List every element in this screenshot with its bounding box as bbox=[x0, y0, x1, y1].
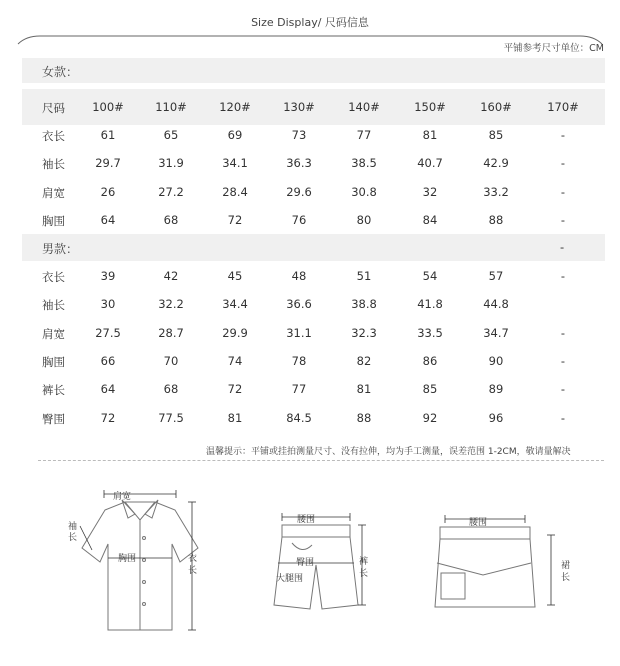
women-size-cell: 77 bbox=[356, 128, 372, 142]
women-size-cell: 76 bbox=[291, 213, 307, 227]
women-section-label: 女款： bbox=[42, 65, 79, 79]
women-size-cell: 29.6 bbox=[286, 185, 312, 199]
shorts-diagram bbox=[262, 495, 392, 625]
men-size-cell: 72 bbox=[227, 382, 243, 396]
women-row-label: 胸围 bbox=[42, 214, 65, 228]
men-section-band bbox=[22, 234, 605, 261]
men-row-label: 裤长 bbox=[42, 383, 65, 397]
men-size-cell: 77.5 bbox=[158, 411, 184, 425]
women-size-cell: 27.2 bbox=[158, 185, 184, 199]
women-size-cell: 88 bbox=[488, 213, 504, 227]
men-size-cell: 32.2 bbox=[158, 297, 184, 311]
women-size-cell: 85 bbox=[488, 128, 504, 142]
women-size-cell: 30.8 bbox=[351, 185, 377, 199]
size-header-cell: 150# bbox=[414, 100, 446, 114]
men-row-label: 袖长 bbox=[42, 298, 65, 312]
men-size-cell: 29.9 bbox=[222, 326, 248, 340]
women-row-label: 肩宽 bbox=[42, 186, 65, 200]
men-size-cell: - bbox=[560, 382, 566, 396]
shorts-waist-label: 腰围 bbox=[297, 515, 316, 525]
men-size-cell: 27.5 bbox=[95, 326, 121, 340]
page-title: Size Display/ 尺码信息 bbox=[251, 16, 369, 29]
skirt-diagram bbox=[425, 495, 575, 625]
men-size-cell: 33.5 bbox=[417, 326, 443, 340]
men-size-cell: - bbox=[560, 411, 566, 425]
women-size-cell: - bbox=[560, 128, 566, 142]
women-size-cell: - bbox=[560, 156, 566, 170]
women-size-cell: 42.9 bbox=[483, 156, 509, 170]
size-header-cell: 160# bbox=[480, 100, 512, 114]
men-size-cell: 85 bbox=[422, 382, 438, 396]
men-size-cell: 78 bbox=[291, 354, 307, 368]
men-size-cell: 32.3 bbox=[351, 326, 377, 340]
unit-note: 平铺参考尺寸单位：CM bbox=[503, 43, 604, 54]
men-size-cell: 81 bbox=[356, 382, 372, 396]
size-header-cell: 130# bbox=[283, 100, 315, 114]
men-size-cell: 77 bbox=[291, 382, 307, 396]
women-size-cell: 61 bbox=[100, 128, 116, 142]
women-section-band bbox=[22, 58, 605, 83]
footnote-divider bbox=[38, 460, 604, 461]
men-size-cell: 68 bbox=[163, 382, 179, 396]
women-size-cell: 40.7 bbox=[417, 156, 443, 170]
men-size-cell: 28.7 bbox=[158, 326, 184, 340]
men-size-cell: 48 bbox=[291, 269, 307, 283]
shorts-hip-label: 臀围 bbox=[296, 558, 315, 568]
shorts-thigh-label: 大腿围 bbox=[276, 574, 304, 584]
men-size-cell: 82 bbox=[356, 354, 372, 368]
women-size-cell: 38.5 bbox=[351, 156, 377, 170]
men-size-cell: 45 bbox=[227, 269, 243, 283]
men-size-cell: 44.8 bbox=[483, 297, 509, 311]
women-size-cell: 31.9 bbox=[158, 156, 184, 170]
size-header-cell: 110# bbox=[155, 100, 187, 114]
women-size-cell: 64 bbox=[100, 213, 116, 227]
men-size-cell: 34.4 bbox=[222, 297, 248, 311]
women-size-cell: - bbox=[560, 185, 566, 199]
size-header-cell: 140# bbox=[348, 100, 380, 114]
shorts-length-label: 裤长 bbox=[359, 557, 369, 579]
women-size-cell: 28.4 bbox=[222, 185, 248, 199]
men-size-cell: 92 bbox=[422, 411, 438, 425]
men-size-cell: 36.6 bbox=[286, 297, 312, 311]
women-size-cell: 84 bbox=[422, 213, 438, 227]
men-section-dash: - bbox=[560, 240, 565, 254]
men-size-cell: 74 bbox=[227, 354, 243, 368]
women-size-cell: 65 bbox=[163, 128, 179, 142]
men-size-cell: - bbox=[560, 354, 566, 368]
men-row-label: 肩宽 bbox=[42, 327, 65, 341]
men-size-cell: 38.8 bbox=[351, 297, 377, 311]
men-size-cell: 72 bbox=[100, 411, 116, 425]
size-header-cell: 120# bbox=[219, 100, 251, 114]
men-size-cell: 34.7 bbox=[483, 326, 509, 340]
men-row-label: 胸围 bbox=[42, 355, 65, 369]
women-size-cell: 36.3 bbox=[286, 156, 312, 170]
men-section-label: 男款： bbox=[42, 242, 79, 256]
men-size-cell: 81 bbox=[227, 411, 243, 425]
men-size-cell: 30 bbox=[100, 297, 116, 311]
women-size-cell: 68 bbox=[163, 213, 179, 227]
skirt-waist-label: 腰围 bbox=[469, 518, 488, 528]
women-size-cell: 81 bbox=[422, 128, 438, 142]
shirt-shoulder-label: 肩宽 bbox=[113, 492, 132, 502]
men-size-cell: - bbox=[560, 326, 566, 340]
shirt-chest-label: 胸围 bbox=[118, 554, 137, 564]
women-size-cell: - bbox=[560, 213, 566, 227]
men-size-cell: 54 bbox=[422, 269, 438, 283]
women-size-cell: 33.2 bbox=[483, 185, 509, 199]
men-row-label: 衣长 bbox=[42, 270, 65, 284]
women-row-label: 衣长 bbox=[42, 129, 65, 143]
women-size-cell: 34.1 bbox=[222, 156, 248, 170]
women-size-cell: 32 bbox=[422, 185, 438, 199]
size-header-cell: 170# bbox=[547, 100, 579, 114]
skirt-length-label: 裙长 bbox=[561, 561, 571, 583]
size-header-label: 尺码 bbox=[42, 101, 65, 115]
men-size-cell: 86 bbox=[422, 354, 438, 368]
men-size-cell: 84.5 bbox=[286, 411, 312, 425]
women-size-cell: 80 bbox=[356, 213, 372, 227]
men-size-cell: 90 bbox=[488, 354, 504, 368]
shirt-length-label: 衣长 bbox=[188, 554, 198, 576]
men-size-cell: 31.1 bbox=[286, 326, 312, 340]
men-size-cell: 42 bbox=[163, 269, 179, 283]
women-size-cell: 72 bbox=[227, 213, 243, 227]
women-size-cell: 26 bbox=[100, 185, 116, 199]
shirt-sleeve-label: 袖长 bbox=[68, 522, 78, 543]
men-size-cell: 51 bbox=[356, 269, 372, 283]
men-size-cell: 89 bbox=[488, 382, 504, 396]
men-size-cell: 66 bbox=[100, 354, 116, 368]
men-size-cell: 70 bbox=[163, 354, 179, 368]
men-size-cell: - bbox=[560, 269, 566, 283]
men-size-cell: 41.8 bbox=[417, 297, 443, 311]
men-size-cell: 57 bbox=[488, 269, 504, 283]
men-size-cell: 39 bbox=[100, 269, 116, 283]
men-row-label: 臀围 bbox=[42, 412, 65, 426]
size-header-cell: 100# bbox=[92, 100, 124, 114]
women-row-label: 袖长 bbox=[42, 157, 65, 171]
women-size-cell: 69 bbox=[227, 128, 243, 142]
women-size-cell: 73 bbox=[291, 128, 307, 142]
men-size-cell: 64 bbox=[100, 382, 116, 396]
women-size-cell: 29.7 bbox=[95, 156, 121, 170]
measurement-footnote: 温馨提示：平铺或挂拍测量尺寸、没有拉伸，均为手工测量，误差范围 1-2CM，敬请量解决 bbox=[206, 447, 571, 457]
men-size-cell: 88 bbox=[356, 411, 372, 425]
men-size-cell: 96 bbox=[488, 411, 504, 425]
